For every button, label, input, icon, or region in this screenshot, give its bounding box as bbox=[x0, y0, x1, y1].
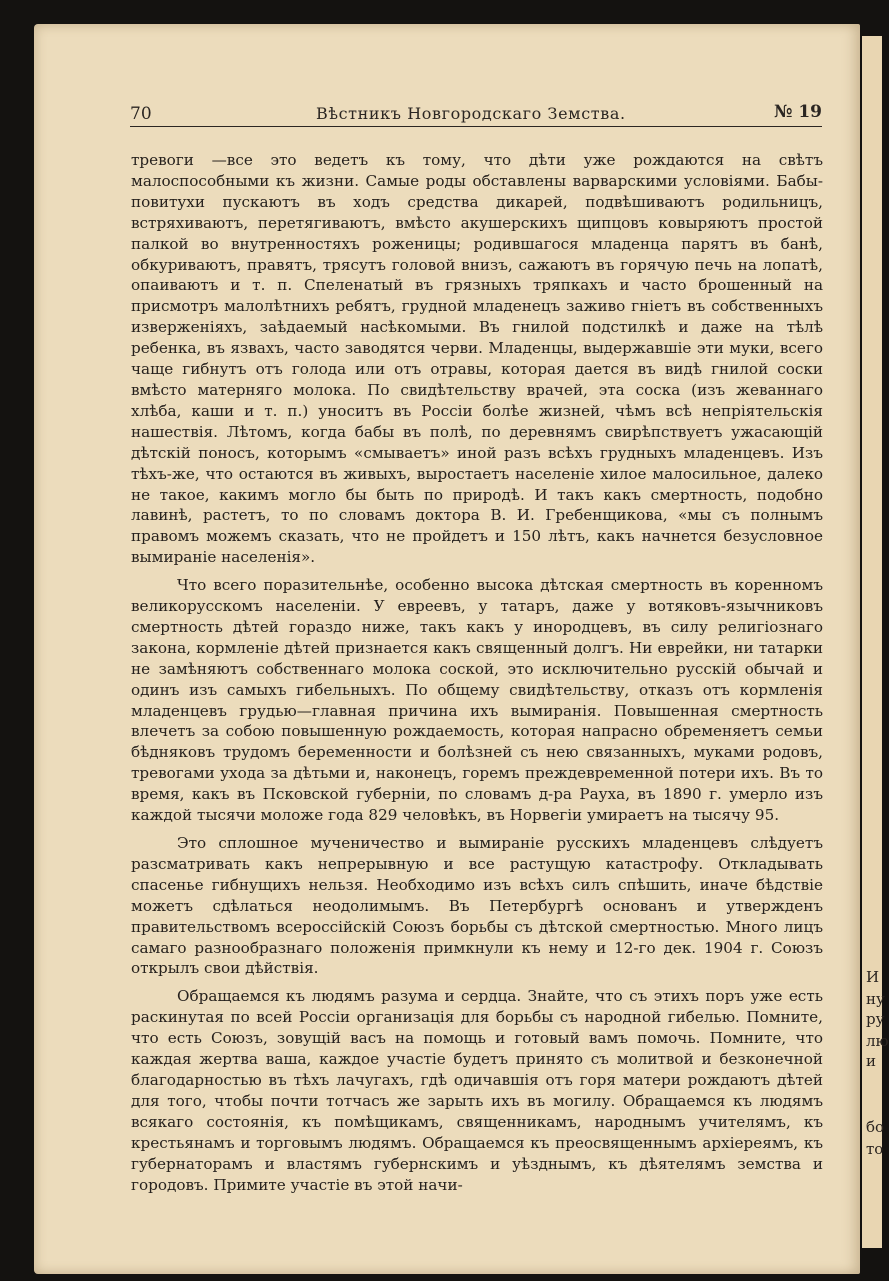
article-body bbox=[131, 150, 823, 1202]
adjacent-page-fragment: то bbox=[866, 1140, 884, 1158]
running-header bbox=[130, 102, 822, 127]
journal-title: Вѣстникъ Новгородскаго Земства. bbox=[316, 104, 626, 123]
paragraph: Это сплошное мученичество и вымиранiе русскихъ младенцевъ слѣдуетъ разсматривать какъ непрерывную и все растущую катастрофу. Откладывать спасенье гибнущихъ нельзя. Необходимо изъ всѣхъ силъ спѣшить, иначе бѣдствiе можетъ сдѣлаться неодолимымъ. Въ Петербургѣ основанъ и утвержденъ правительствомъ всероссiйскiй Союзъ борьбы съ дѣтской смертностью. Много лицъ самаго разнообразнаго положенiя примкнули къ нему и 12-го дек. 1904 г. Союзъ открылъ свои дѣйствiя. bbox=[131, 834, 823, 978]
adjacent-page-fragment: ру bbox=[866, 1010, 885, 1028]
paragraph: Что всего поразительнѣе, особенно высока дѣтская смертность въ коренномъ великорусскомъ населенiи. У евреевъ, у татаръ, даже у вотяковъ-язычниковъ смертность дѣтей гораздо ниже, такъ какъ у инородцевъ, въ силу религiознаго закона, кормленiе дѣтей признается какъ священный долгъ. Ни еврейки, ни татарки не замѣняютъ собственнаго молока соской, это исключительно русскiй обычай и одинъ изъ самыхъ гибельныхъ. По общему свидѣтельству, отказъ отъ кормленiя младенцевъ грудью—главная причина ихъ вымиранiя. Повышенная смертность влечетъ за собою повышенную рождаемость, которая напрасно обременяетъ семьи бѣдняковъ трудомъ беременности и болѣзней съ нею связанныхъ, муками родовъ, тревогами ухода за дѣтьми и, наконецъ, горемъ преждевременной потери ихъ. Въ то время, какъ въ Псковской губернiи, по словамъ д-ра Рауха, въ 1890 г. умерло изъ каждой тысячи моложе года 829 человѣкъ, въ Норвегiи умираетъ на тысячу 95. bbox=[131, 576, 823, 825]
paragraph: Обращаемся къ людямъ разума и сердца. Знайте, что съ этихъ поръ уже есть раскинутая по всей Россiи организацiя для борьбы съ народной гибелью. Помните, что есть Союзъ, зовущiй васъ на помощь и готовый вамъ помочь. Помните, что каждая жертва ваша, каждое участiе будетъ принято съ молитвой и безконечной благодарностью въ тѣхъ лачугахъ, гдѣ одичавшiя отъ горя матери рождаютъ дѣтей для того, чтобы почти тотчасъ же зарыть ихъ въ могилу. Обращаемся къ людямъ всякаго состоянiя, къ помѣщикамъ, священникамъ, народнымъ учителямъ, къ крестьянамъ и торговымъ людямъ. Обращаемся къ преосвященнымъ архiереямъ, къ губернаторамъ и властямъ губернскимъ и уѣзднымъ, къ дѣятелямъ земства и городовъ. Примите участiе въ этой начи- bbox=[131, 987, 823, 1194]
adjacent-page-fragment: И bbox=[866, 968, 880, 986]
adjacent-page-fragment: лю bbox=[866, 1032, 889, 1050]
paragraph: тревоги —все это ведетъ къ тому, что дѣти уже рождаются на свѣтъ малоспособными къ жизни. Самые роды обставлены варварскими условiями. Бабы-повитухи пускаютъ въ ходъ средства дикарей, подвѣшиваютъ родильницъ, встряхиваютъ, перетягиваютъ, вмѣсто акушерскихъ щипцовъ ковыряютъ простой палкой во внутренностяхъ роженицы; родившагося младенца парятъ въ банѣ, обкуриваютъ, правятъ, трясутъ головой внизъ, сажаютъ въ горячую печь на лопатѣ, опаиваютъ и т. п. Спеленатый въ грязныхъ тряпкахъ и часто брошенный на присмотръ малолѣтнихъ ребятъ, грудной младенецъ заживо гнiетъ въ собственныхъ изверженiяхъ, заѣдаемый насѣкомыми. Въ гнилой подстилкѣ и даже на тѣлѣ ребенка, въ язвахъ, часто заводятся черви. Младенцы, выдержавшiе эти муки, всего чаще гибнутъ отъ голода или отъ отравы, которая дается въ видѣ гнилой соски вмѣсто матерняго молока. По свидѣтельству врачей, эта соска (изъ жеваннаго хлѣба, каши и т. п.) уноситъ въ Россiи болѣе жизней, чѣмъ всѣ непрiятельскiя нашествiя. Лѣтомъ, когда бабы въ полѣ, по деревнямъ свирѣпствуетъ ужасающiй дѣтскiй поносъ, которымъ «смываетъ» иной разъ всѣхъ грудныхъ младенцевъ. Изъ тѣхъ-же, что остаются въ живыхъ, выростаетъ населенiе хилое малосильное, далеко не такое, какимъ могло бы быть по природѣ. И такъ какъ смертность, подобно лавинѣ, растетъ, то по словамъ доктора В. И. Гребенщикова, «мы съ полнымъ правомъ можемъ сказать, что не пройдетъ и 150 лѣтъ, какъ начнется безусловное вымиранiе населенiя». bbox=[131, 151, 823, 567]
adjacent-page-fragment: ну bbox=[866, 990, 885, 1008]
adjacent-page-fragment: и bbox=[866, 1052, 876, 1070]
page-number: 70 bbox=[130, 104, 152, 124]
adjacent-page-edge bbox=[862, 36, 889, 1248]
adjacent-page-fragment: бо bbox=[866, 1118, 885, 1136]
issue-number: № 19 bbox=[773, 102, 822, 122]
